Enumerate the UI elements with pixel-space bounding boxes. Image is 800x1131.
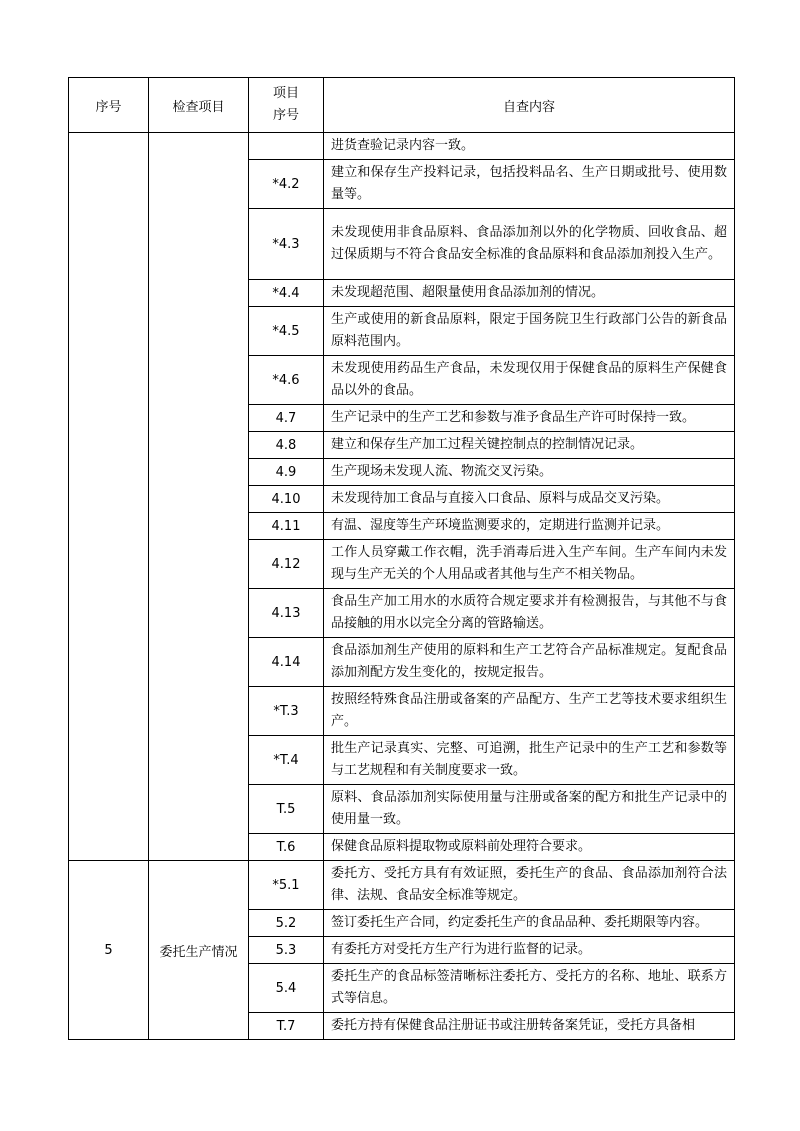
content-cell: 有委托方对受托方生产行为进行监督的记录。 — [324, 937, 735, 964]
content-cell: 委托方、受托方具有有效证照，委托生产的食品、食品添加剂符合法律、法规、食品安全标准等规定。 — [324, 861, 735, 910]
content-cell: 进货查验记录内容一致。 — [324, 133, 735, 160]
content-cell: 原料、食品添加剂实际使用量与注册或备案的配方和批生产记录中的使用量一致。 — [324, 785, 735, 834]
sub-seq-cell: *4.5 — [249, 307, 324, 356]
sub-seq-cell: 4.12 — [249, 540, 324, 589]
section-seq-cell: 5 — [69, 861, 149, 1040]
content-cell: 未发现待加工食品与直接入口食品、原料与成品交叉污染。 — [324, 486, 735, 513]
content-cell: 建立和保存生产加工过程关键控制点的控制情况记录。 — [324, 432, 735, 459]
content-cell: 食品添加剂生产使用的原料和生产工艺符合产品标准规定。复配食品添加剂配方发生变化的，按规定报告。 — [324, 638, 735, 687]
content-cell: 未发现使用药品生产食品，未发现仅用于保健食品的原料生产保健食品以外的食品。 — [324, 356, 735, 405]
sub-seq-cell: 4.11 — [249, 513, 324, 540]
sub-seq-cell: 4.13 — [249, 589, 324, 638]
sub-seq-cell: *4.4 — [249, 280, 324, 307]
header-sub-seq-line2: 序号 — [272, 108, 299, 123]
sub-seq-cell: *T.3 — [249, 687, 324, 736]
sub-seq-cell: *4.3 — [249, 209, 324, 280]
content-cell: 未发现超范围、超限量使用食品添加剂的情况。 — [324, 280, 735, 307]
header-check-item: 检查项目 — [149, 78, 249, 133]
content-cell: 建立和保存生产投料记录，包括投料品名、生产日期或批号、使用数量等。 — [324, 160, 735, 209]
sub-seq-cell: *4.2 — [249, 160, 324, 209]
content-cell: 工作人员穿戴工作衣帽，洗手消毒后进入生产车间。生产车间内未发现与生产无关的个人用品或者其他与生产不相关物品。 — [324, 540, 735, 589]
sub-seq-cell: 5.2 — [249, 910, 324, 937]
sub-seq-cell: 4.7 — [249, 405, 324, 432]
table-row — [69, 133, 735, 160]
section-check-item-cell: 委托生产情况 — [149, 861, 249, 1040]
content-cell: 按照经特殊食品注册或备案的产品配方、生产工艺等技术要求组织生产。 — [324, 687, 735, 736]
check-item-cell-continued — [149, 133, 249, 861]
sub-seq-cell: *5.1 — [249, 861, 324, 910]
content-cell: 签订委托生产合同，约定委托生产的食品品种、委托期限等内容。 — [324, 910, 735, 937]
sub-seq-cell: *4.6 — [249, 356, 324, 405]
sub-seq-cell: 4.14 — [249, 638, 324, 687]
content-cell: 食品生产加工用水的水质符合规定要求并有检测报告，与其他不与食品接触的用水以完全分离的管路输送。 — [324, 589, 735, 638]
sub-seq-cell: 5.4 — [249, 964, 324, 1013]
table-header-row — [69, 78, 735, 133]
sub-seq-cell: 4.10 — [249, 486, 324, 513]
content-cell: 生产现场未发现人流、物流交叉污染。 — [324, 459, 735, 486]
seq-cell-continued — [69, 133, 149, 861]
content-cell: 批生产记录真实、完整、可追溯，批生产记录中的生产工艺和参数等与工艺规程和有关制度要求一致。 — [324, 736, 735, 785]
content-cell: 保健食品原料提取物或原料前处理符合要求。 — [324, 834, 735, 861]
table-row — [69, 861, 735, 910]
header-seq: 序号 — [69, 78, 149, 133]
sub-seq-cell: 5.3 — [249, 937, 324, 964]
sub-seq-cell: *T.4 — [249, 736, 324, 785]
sub-seq-cell: T.6 — [249, 834, 324, 861]
sub-seq-cell: 4.9 — [249, 459, 324, 486]
content-cell: 委托生产的食品标签清晰标注委托方、受托方的名称、地址、联系方式等信息。 — [324, 964, 735, 1013]
sub-seq-cell: T.7 — [249, 1013, 324, 1040]
sub-seq-cell — [249, 133, 324, 160]
header-content: 自查内容 — [324, 78, 735, 133]
content-cell: 有温、湿度等生产环境监测要求的，定期进行监测并记录。 — [324, 513, 735, 540]
content-cell: 委托方持有保健食品注册证书或注册转备案凭证，受托方具备相 — [324, 1013, 735, 1040]
sub-seq-cell: 4.8 — [249, 432, 324, 459]
header-sub-seq-line1: 项目 — [272, 86, 299, 101]
content-cell: 未发现使用非食品原料、食品添加剂以外的化学物质、回收食品、超过保质期与不符合食品安全标准的食品原料和食品添加剂投入生产。 — [324, 209, 735, 280]
content-cell: 生产或使用的新食品原料，限定于国务院卫生行政部门公告的新食品原料范围内。 — [324, 307, 735, 356]
content-cell: 生产记录中的生产工艺和参数与准予食品生产许可时保持一致。 — [324, 405, 735, 432]
sub-seq-cell: T.5 — [249, 785, 324, 834]
self-inspection-table — [68, 77, 735, 1040]
header-sub-seq — [249, 78, 324, 133]
